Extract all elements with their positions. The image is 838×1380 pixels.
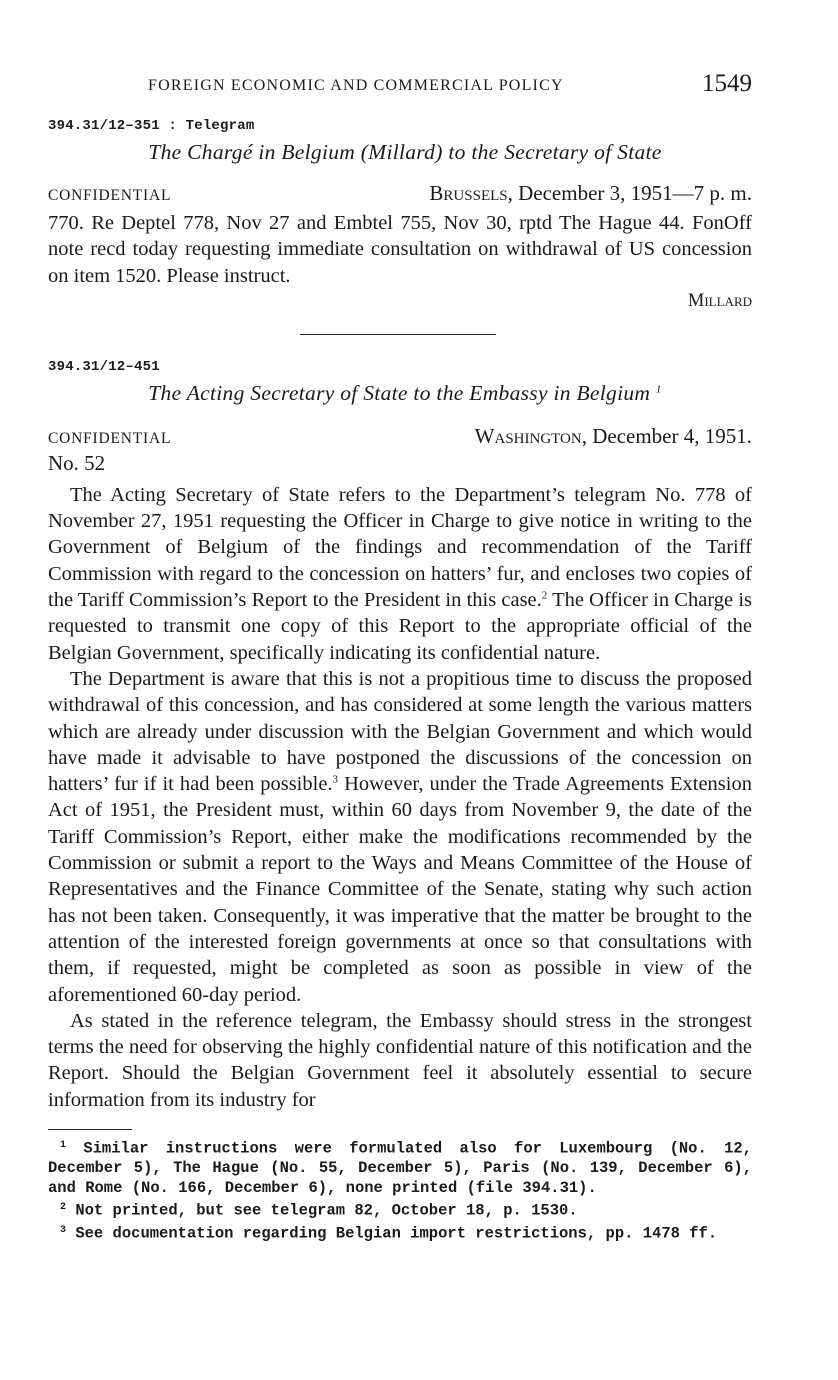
note-date: , December 4, 1951.	[581, 423, 752, 448]
footnote-ref-2: 2	[541, 589, 548, 602]
telegram-date: , December 3, 1951—7 p. m.	[507, 181, 752, 205]
section-divider	[300, 334, 496, 335]
telegram-classification: CONFIDENTIAL	[48, 187, 172, 204]
telegram-place: Brussels	[429, 181, 508, 205]
paragraph-2-part-a: The Department is aware that this is not a propitious time to discuss the proposed withdrawal of this concession, and has considered at some length the various matters which are already under discussion with the Belgian Government and which would have made it advisable to have postponed the discussions of the concession on hatters’ fur if it had been possible.	[48, 667, 752, 796]
footnote-3	[48, 1221, 752, 1244]
note-file-number: 394.31/12–451	[48, 358, 160, 375]
paragraph-2	[48, 666, 752, 1008]
telegram-title: The Chargé in Belgium (Millard) to the Secretary of State	[148, 140, 662, 164]
paragraph-1-part-b: The Officer in Charge is requested to transmit one copy of this Report to the appropriate official of the Belgian Government, specifically indicating its confidential nature.	[48, 589, 752, 664]
footnote-rule	[48, 1129, 132, 1130]
footnote-2-text: Not printed, but see telegram 82, October 18, p. 1530.	[75, 1201, 578, 1220]
note-place-date	[475, 424, 752, 449]
note-dateline	[48, 424, 752, 449]
paragraph-3: As stated in the reference telegram, the Embassy should stress in the strongest terms the need for observing the highly confidential nature of this notification and the Report. Should the Belgian Government feel it absolutely essential to secure information from its industry for	[48, 1009, 752, 1111]
footnote-ref-3: 3	[332, 773, 339, 786]
paragraph-1	[48, 482, 752, 666]
telegram-body: 770. Re Deptel 778, Nov 27 and Embtel 755, Nov 30, rptd The Hague 44. FonOff note recd today requesting immediate consultation on withdrawal of US concession on item 1520. Please instruct.	[48, 212, 752, 287]
note-title	[48, 381, 752, 406]
note-classification: CONFIDENTIAL	[48, 429, 172, 447]
note-place: Washington	[474, 423, 582, 448]
telegram-signature: Millard	[687, 290, 752, 311]
footnote-ref-1: 1	[655, 383, 662, 396]
running-title: FOREIGN ECONOMIC AND COMMERCIAL POLICY	[148, 77, 564, 94]
footnote-2-number: 2	[60, 1202, 67, 1214]
footnote-1-number: 1	[60, 1140, 67, 1152]
footnote-1-text: Similar instructions were formulated also for Luxembourg (No. 12, December 5), The Hague (No. 55, December 5), Paris (No. 139, December 6), and Rome (No. 166, December 6), none printed (file 394.31).	[48, 1139, 752, 1197]
footnote-1	[48, 1136, 752, 1198]
paragraph-2-part-b: However, under the Trade Agreements Extension Act of 1951, the President must, within 60 days from November 9, the date of the Tariff Commission’s Report, either make the modifications recommended by the Commission or submit a report to the Ways and Means Committee of the House of Representatives and the Finance Committee of the Senate, stating why such action has not been taken. Consequently, it was imperative that the matter be brought to the attention of the interested foreign governments at once so that consultations with them, if requested, might be completed as soon as possible in view of the aforementioned 60-day period.	[48, 773, 752, 1006]
note-body	[48, 482, 752, 1113]
footnotes	[48, 1136, 752, 1244]
telegram-dateline	[48, 181, 752, 206]
running-head	[48, 70, 752, 106]
paragraph-1-part-a: The Acting Secretary of State refers to the Department’s telegram No. 778 of November 27, 1951 requesting the Officer in Charge to give notice in writing to the Government of Belgium of the findings and recommendation of the Tariff Commission with regard to the concession on hatters’ fur, and encloses two copies of the Tariff Commission’s Report to the President in this case.	[48, 483, 752, 612]
footnote-3-number: 3	[60, 1225, 67, 1237]
telegram-file-number: 394.31/12–351 : Telegram	[48, 118, 255, 134]
document-page	[48, 70, 752, 1244]
page-number: 1549	[702, 70, 752, 97]
telegram-place-date	[429, 181, 752, 206]
note-number: No. 52	[48, 450, 106, 475]
footnote-3-text: See documentation regarding Belgian import restrictions, pp. 1478 ff.	[75, 1224, 718, 1243]
note-title-text: The Acting Secretary of State to the Embassy in Belgium	[148, 380, 651, 405]
footnote-2	[48, 1198, 752, 1221]
